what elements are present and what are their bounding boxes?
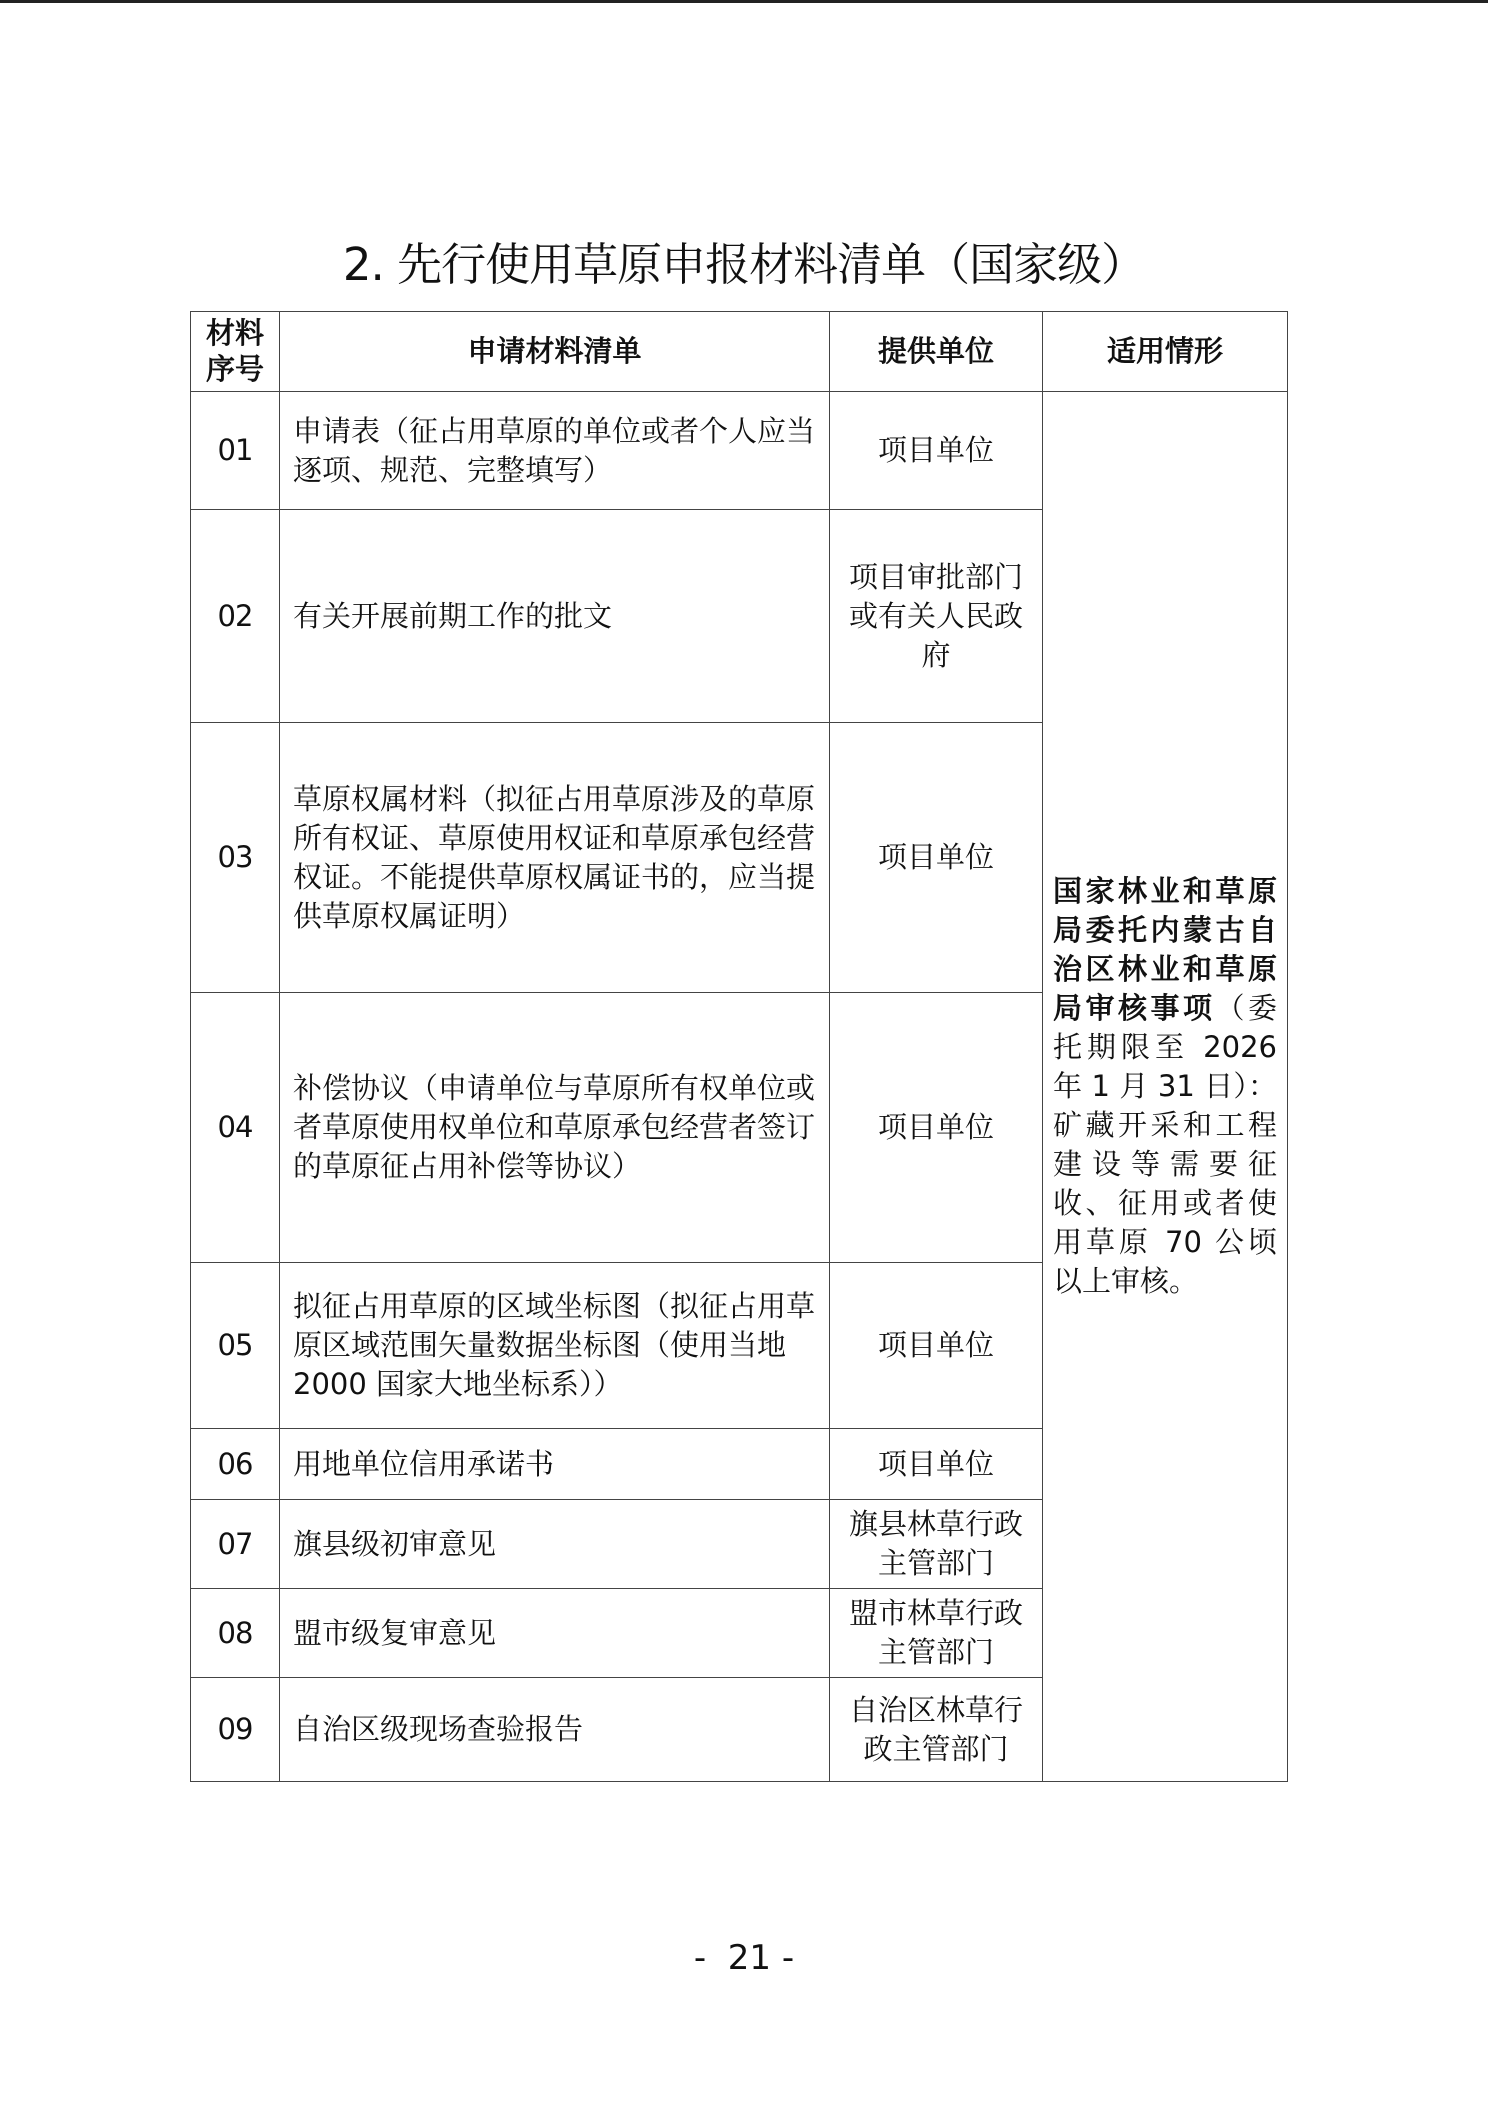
table-row [191, 392, 1288, 510]
row-no: 02 [191, 510, 280, 723]
row-provider: 项目单位 [830, 993, 1043, 1263]
materials-table [190, 311, 1288, 1782]
row-provider: 旗县林草行政主管部门 [830, 1500, 1043, 1589]
row-no: 09 [191, 1678, 280, 1782]
row-no: 01 [191, 392, 280, 510]
table-header-row [191, 312, 1288, 392]
row-item: 拟征占用草原的区域坐标图（拟征占用草原区域范围矢量数据坐标图（使用当地 2000 国家大地坐标系）） [280, 1263, 830, 1429]
row-provider: 项目单位 [830, 723, 1043, 993]
row-item: 申请表（征占用草原的单位或者个人应当逐项、规范、完整填写） [280, 392, 830, 510]
row-provider: 盟市林草行政主管部门 [830, 1589, 1043, 1678]
row-item: 草原权属材料（拟征占用草原涉及的草原所有权证、草原使用权证和草原承包经营权证。不能提供草原权属证书的，应当提供草原权属证明） [280, 723, 830, 993]
row-item: 盟市级复审意见 [280, 1589, 830, 1678]
row-provider: 项目审批部门或有关人民政府 [830, 510, 1043, 723]
row-provider: 项目单位 [830, 1263, 1043, 1429]
page-title: 2. 先行使用草原申报材料清单（国家级） [342, 238, 1146, 291]
row-item: 自治区级现场查验报告 [280, 1678, 830, 1782]
top-border-line [0, 0, 1488, 3]
header-material-no [191, 312, 280, 392]
row-no: 07 [191, 1500, 280, 1589]
row-item: 用地单位信用承诺书 [280, 1429, 830, 1500]
row-no: 03 [191, 723, 280, 993]
row-item: 有关开展前期工作的批文 [280, 510, 830, 723]
scope-cell [1043, 392, 1288, 1782]
scope-normal-text: （委托期限至 2026 年 1 月 31 日）：矿藏开采和工程建设等需要征收、征用或者使用草原 70 公顷以上审核。 [1053, 991, 1277, 1298]
row-no: 05 [191, 1263, 280, 1429]
row-provider: 自治区林草行政主管部门 [830, 1678, 1043, 1782]
row-no: 04 [191, 993, 280, 1263]
header-material-list: 申请材料清单 [280, 312, 830, 392]
row-item: 旗县级初审意见 [280, 1500, 830, 1589]
header-provider: 提供单位 [830, 312, 1043, 392]
scope-bold-text: 国家林业和草原局委托内蒙古自治区林业和草原局审核事项 [1053, 874, 1277, 1025]
row-item: 补偿协议（申请单位与草原所有权单位或者草原使用权单位和草原承包经营者签订的草原征占用补偿等协议） [280, 993, 830, 1263]
row-no: 06 [191, 1429, 280, 1500]
page-number: - 21 - [693, 1938, 795, 1978]
header-material-no-text: 材料序号 [205, 315, 264, 386]
row-provider: 项目单位 [830, 392, 1043, 510]
header-scope: 适用情形 [1043, 312, 1288, 392]
row-provider: 项目单位 [830, 1429, 1043, 1500]
row-no: 08 [191, 1589, 280, 1678]
